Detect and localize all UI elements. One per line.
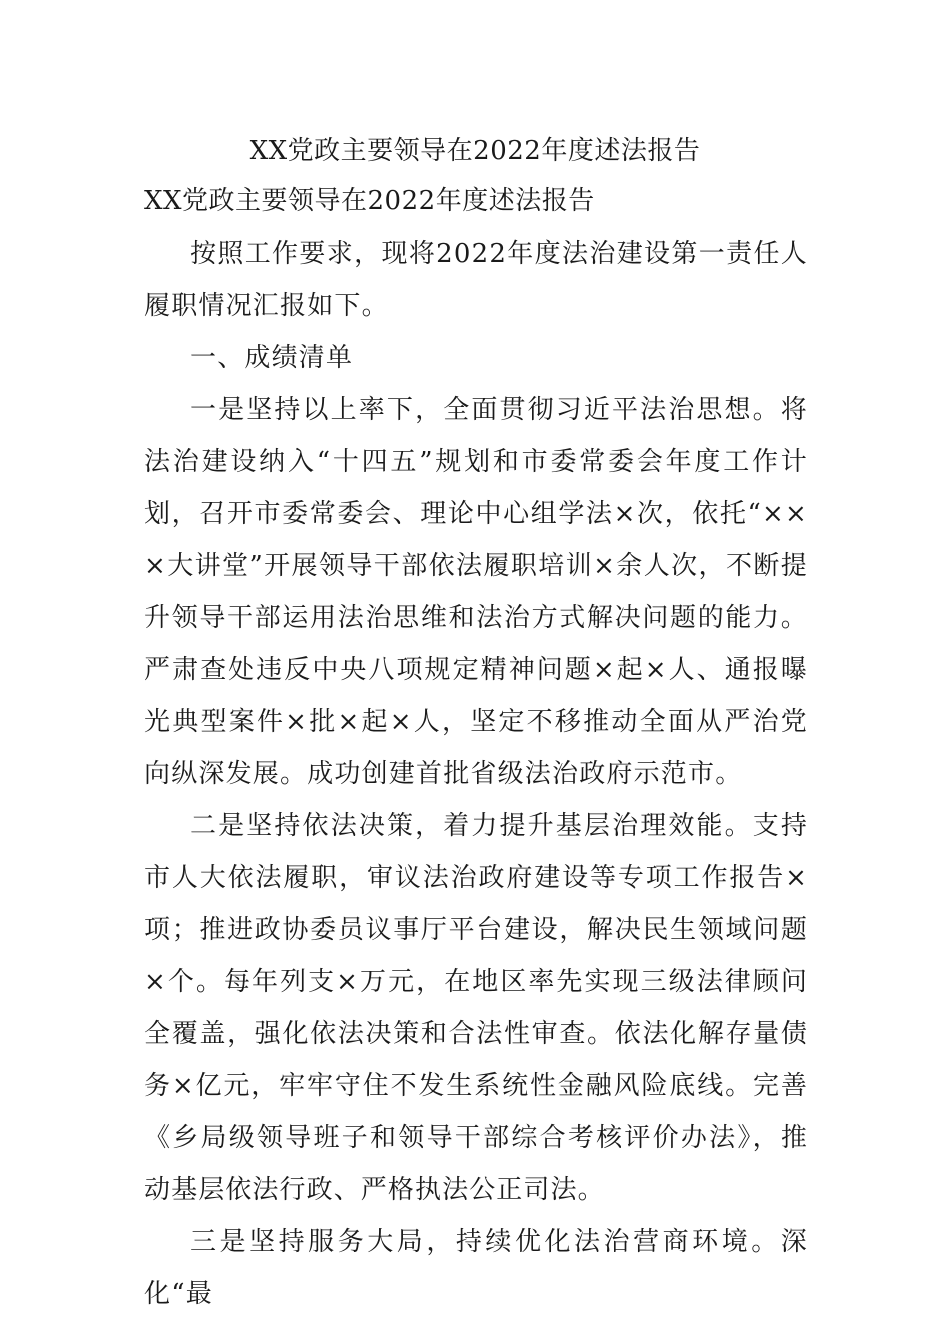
section-heading: 一、成绩清单 <box>190 343 354 373</box>
paragraph-intro: 按照工作要求，现将2022年度法治建设第一责任人履职情况汇报如下。 <box>144 239 808 321</box>
document-title: XX党政主要领导在2022年度述法报告 <box>249 136 701 166</box>
paragraph-item-2: 二是坚持依法决策，着力提升基层治理效能。支持市人大依法履职，审议法治政府建设等专项工作报告×项；推进政协委员议事厅平台建设，解决民生领域问题×个。每年列支×万元，在地区率先实现三级法律顾问全覆盖，强化依法决策和合法性审查。依法化解存量债务×亿元，牢牢守住不发生系统性金融风险底线。完善《乡局级领导班子和领导干部综合考核评价办法》，推动基层依法行政、严格执法公正司法。 <box>144 811 808 1205</box>
paragraph-item-1: 一是坚持以上率下，全面贯彻习近平法治思想。将法治建设纳入“十四五”规划和市委常委会年度工作计划，召开市委常委会、理论中心组学法×次，依托“×××大讲堂”开展领导干部依法履职培训×余人次，不断提升领导干部运用法治思维和法治方式解决问题的能力。严肃查处违反中央八项规定精神问题×起×人、通报曝光典型案件×批×起×人，坚定不移推动全面从严治党向纵深发展。成功创建首批省级法治政府示范市。 <box>144 395 808 789</box>
document-body <box>144 228 808 1320</box>
document-subtitle: XX党政主要领导在2022年度述法报告 <box>144 186 595 216</box>
paragraph-item-3: 三是坚持服务大局，持续优化法治营商环境。深化“最 <box>144 1227 808 1309</box>
